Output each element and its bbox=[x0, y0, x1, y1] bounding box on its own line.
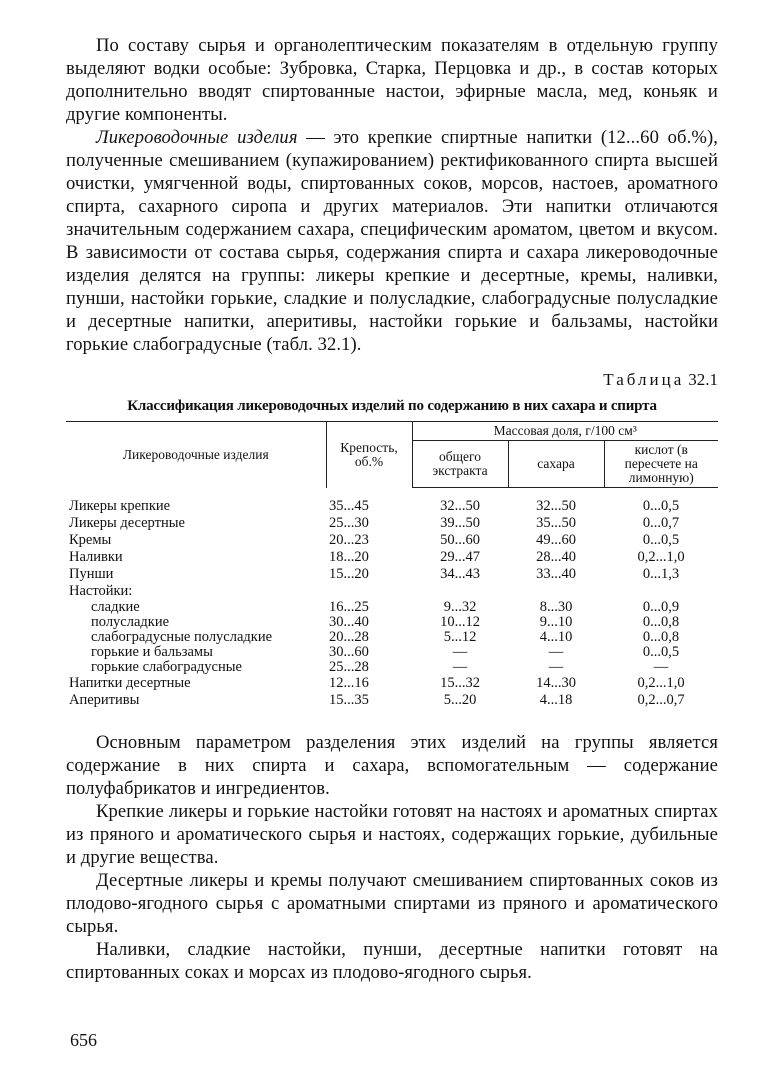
cell-extract: 50...60 bbox=[440, 532, 480, 548]
header-mass-fraction: Массовая доля, г/100 см³ bbox=[412, 422, 718, 441]
cell-extract: 5...20 bbox=[443, 692, 477, 708]
subrow-name: слабоградусные полусладкие bbox=[91, 629, 273, 645]
subrow-acid: 0...0,5 bbox=[642, 644, 680, 660]
subrow-strength: 30...60 bbox=[329, 644, 369, 660]
cell-extract: 15...32 bbox=[440, 675, 480, 691]
header-acid: кислот (в пересчете на лимонную) bbox=[604, 441, 718, 488]
subrow-strength: 30...40 bbox=[329, 614, 369, 630]
subrow-name: сладкие bbox=[91, 599, 140, 615]
cell-strength: 25...30 bbox=[329, 515, 369, 531]
table-label-word: Таблица bbox=[603, 370, 685, 389]
text-after-table bbox=[66, 731, 718, 984]
spacer bbox=[607, 583, 715, 600]
cell-extract: 39...50 bbox=[440, 515, 480, 531]
cell-name: Аперитивы bbox=[69, 692, 140, 708]
table-row bbox=[66, 692, 718, 709]
table-title: Классификация ликероводочных изделий по содержанию в них сахара и спирта bbox=[127, 398, 657, 414]
subrow-extract: — bbox=[452, 644, 468, 660]
subrow-extract: 10...12 bbox=[440, 614, 480, 630]
cell-acid: 0...0,5 bbox=[642, 498, 680, 514]
cell-name: Ликеры крепкие bbox=[69, 497, 171, 514]
header-extract: общего экстракта bbox=[412, 441, 508, 488]
cell-acid: 0,2...1,0 bbox=[637, 675, 685, 691]
cell-extract: 34...43 bbox=[440, 566, 480, 582]
cell-sugar: 14...30 bbox=[536, 675, 576, 691]
paragraph bbox=[66, 34, 718, 126]
subrow-extract: 5...12 bbox=[443, 629, 477, 645]
paragraph: Основным параметром разделения этих изделий на группы является содержание в них спирта и сахара, вспомогательным — содержание полуфабрикатов и ингредиентов. bbox=[66, 732, 718, 799]
cell-acid: 0...0,5 bbox=[642, 532, 680, 548]
spacer bbox=[511, 583, 601, 600]
subrow-sugar: 4...10 bbox=[539, 629, 573, 645]
paragraph: Десертные ликеры и кремы получают смешиванием спиртованных соков из плодово-ягодного сырья с ароматными спиртами из пряного и ароматического сырья. bbox=[66, 870, 718, 937]
paragraph: Наливки, сладкие настойки, пунши, десертные напитки готовят на спиртованных соках и морсах из плодово-ягодного сырья. bbox=[66, 939, 718, 983]
table-row bbox=[66, 515, 718, 532]
table-label bbox=[66, 370, 718, 390]
cell-strength: 15...35 bbox=[329, 692, 369, 708]
paragraph-text: По составу сырья и органолептическим показателям в отдельную группу выделяют водки особые: Зубровка, Старка, Перцовка и др., в состав которых дополнительно вводят спиртованные настои, эфирные масла, мед, коньяк и другие компоненты. bbox=[66, 35, 718, 125]
subrow-sugar: — bbox=[548, 659, 564, 675]
table-row bbox=[66, 675, 718, 692]
subrow-sugar: 9...10 bbox=[539, 614, 573, 630]
subrow-strength: 20...28 bbox=[329, 629, 369, 645]
cell-strength: 35...45 bbox=[329, 497, 369, 514]
subrow-strength: 16...25 bbox=[329, 599, 369, 615]
spacer bbox=[415, 583, 505, 600]
cell-name: Пунши bbox=[69, 566, 114, 582]
cell-name: Напитки десертные bbox=[69, 675, 191, 691]
paragraph bbox=[66, 126, 718, 356]
cell-acid: 0,2...0,7 bbox=[637, 692, 685, 708]
table-row bbox=[66, 549, 718, 566]
cell-extract: 32...50 bbox=[440, 498, 480, 514]
cell-sugar: 35...50 bbox=[536, 515, 576, 531]
term-italic: Ликероводочные изделия bbox=[96, 127, 298, 148]
subrow-acid: 0...0,9 bbox=[642, 599, 680, 615]
cell-strength-group bbox=[326, 583, 412, 675]
group-name: Настойки: bbox=[69, 583, 133, 599]
page-number: 656 bbox=[70, 1030, 97, 1050]
subrow-strength: 25...28 bbox=[329, 659, 369, 675]
paragraph-text: — это крепкие спиртные напитки (12...60 об.%), полученные смешиванием (купажированием) ректификованного спирта высшей очистки, умягченной воды, спиртованных соков, морсов, настоев, ароматного спирта, сахарного сиропа и других материалов. Эти напитки отличаются значительным содержанием сахара, специфическим ароматом, цветом и вкусом. В зависимости от состава сырья, содержания спирта и сахара ликероводочные изделия делятся на группы: ликеры крепкие и десертные, кремы, наливки, пунши, настойки горькие, сладкие и полусладкие, слабоградусные полусладкие и десертные напитки, аперитивы, настойки горькие и бальзамы, настойки горькие слабоградусные (табл. 32.1). bbox=[66, 127, 718, 355]
table-row bbox=[66, 566, 718, 583]
subrow-extract: — bbox=[452, 659, 468, 675]
subrow-extract: 9...32 bbox=[443, 599, 477, 615]
classification-table bbox=[66, 421, 718, 709]
cell-name: Кремы bbox=[69, 532, 112, 548]
cell-extract-group bbox=[412, 583, 508, 675]
cell-acid-group bbox=[604, 583, 718, 675]
cell-name: Наливки bbox=[69, 549, 123, 565]
cell-acid: 0...0,7 bbox=[642, 515, 680, 531]
subrow-acid: 0...0,8 bbox=[642, 629, 680, 645]
subrow-acid: — bbox=[653, 659, 669, 675]
cell-sugar: 28...40 bbox=[536, 549, 576, 565]
cell-name-group bbox=[66, 583, 326, 675]
cell-name: Ликеры десертные bbox=[69, 515, 185, 531]
header-strength: Крепость, об.% bbox=[326, 422, 412, 488]
cell-sugar: 32...50 bbox=[536, 498, 576, 514]
cell-strength: 18...20 bbox=[329, 549, 369, 565]
cell-sugar-group bbox=[508, 583, 604, 675]
subrow-name: горькие слабоградусные bbox=[91, 659, 242, 675]
subrow-sugar: 8...30 bbox=[539, 599, 573, 615]
header-sugar: сахара bbox=[508, 441, 604, 488]
cell-sugar: 33...40 bbox=[536, 566, 576, 582]
subrow-name: горькие и бальзамы bbox=[91, 644, 213, 660]
cell-extract: 29...47 bbox=[440, 549, 480, 565]
spacer bbox=[329, 583, 409, 600]
table-group-row bbox=[66, 583, 718, 675]
table-row bbox=[66, 488, 718, 516]
header-product: Ликероводочные изделия bbox=[66, 422, 326, 488]
table-number: 32.1 bbox=[688, 370, 718, 389]
cell-sugar: 4...18 bbox=[539, 692, 573, 708]
subrow-name: полусладкие bbox=[91, 614, 170, 630]
page-content bbox=[66, 34, 718, 984]
cell-strength: 12...16 bbox=[329, 675, 369, 691]
cell-acid: 0,2...1,0 bbox=[637, 549, 685, 565]
cell-acid: 0...1,3 bbox=[642, 566, 680, 582]
cell-sugar: 49...60 bbox=[536, 532, 576, 548]
cell-strength: 20...23 bbox=[329, 532, 369, 548]
paragraph: Крепкие ликеры и горькие настойки готовят на настоях и ароматных спиртах из пряного и ароматического сырья и настоях, содержащих горькие, дубильные и другие вещества. bbox=[66, 801, 718, 868]
subrow-acid: 0...0,8 bbox=[642, 614, 680, 630]
table-row bbox=[66, 532, 718, 549]
cell-strength: 15...20 bbox=[329, 566, 369, 582]
subrow-sugar: — bbox=[548, 644, 564, 660]
